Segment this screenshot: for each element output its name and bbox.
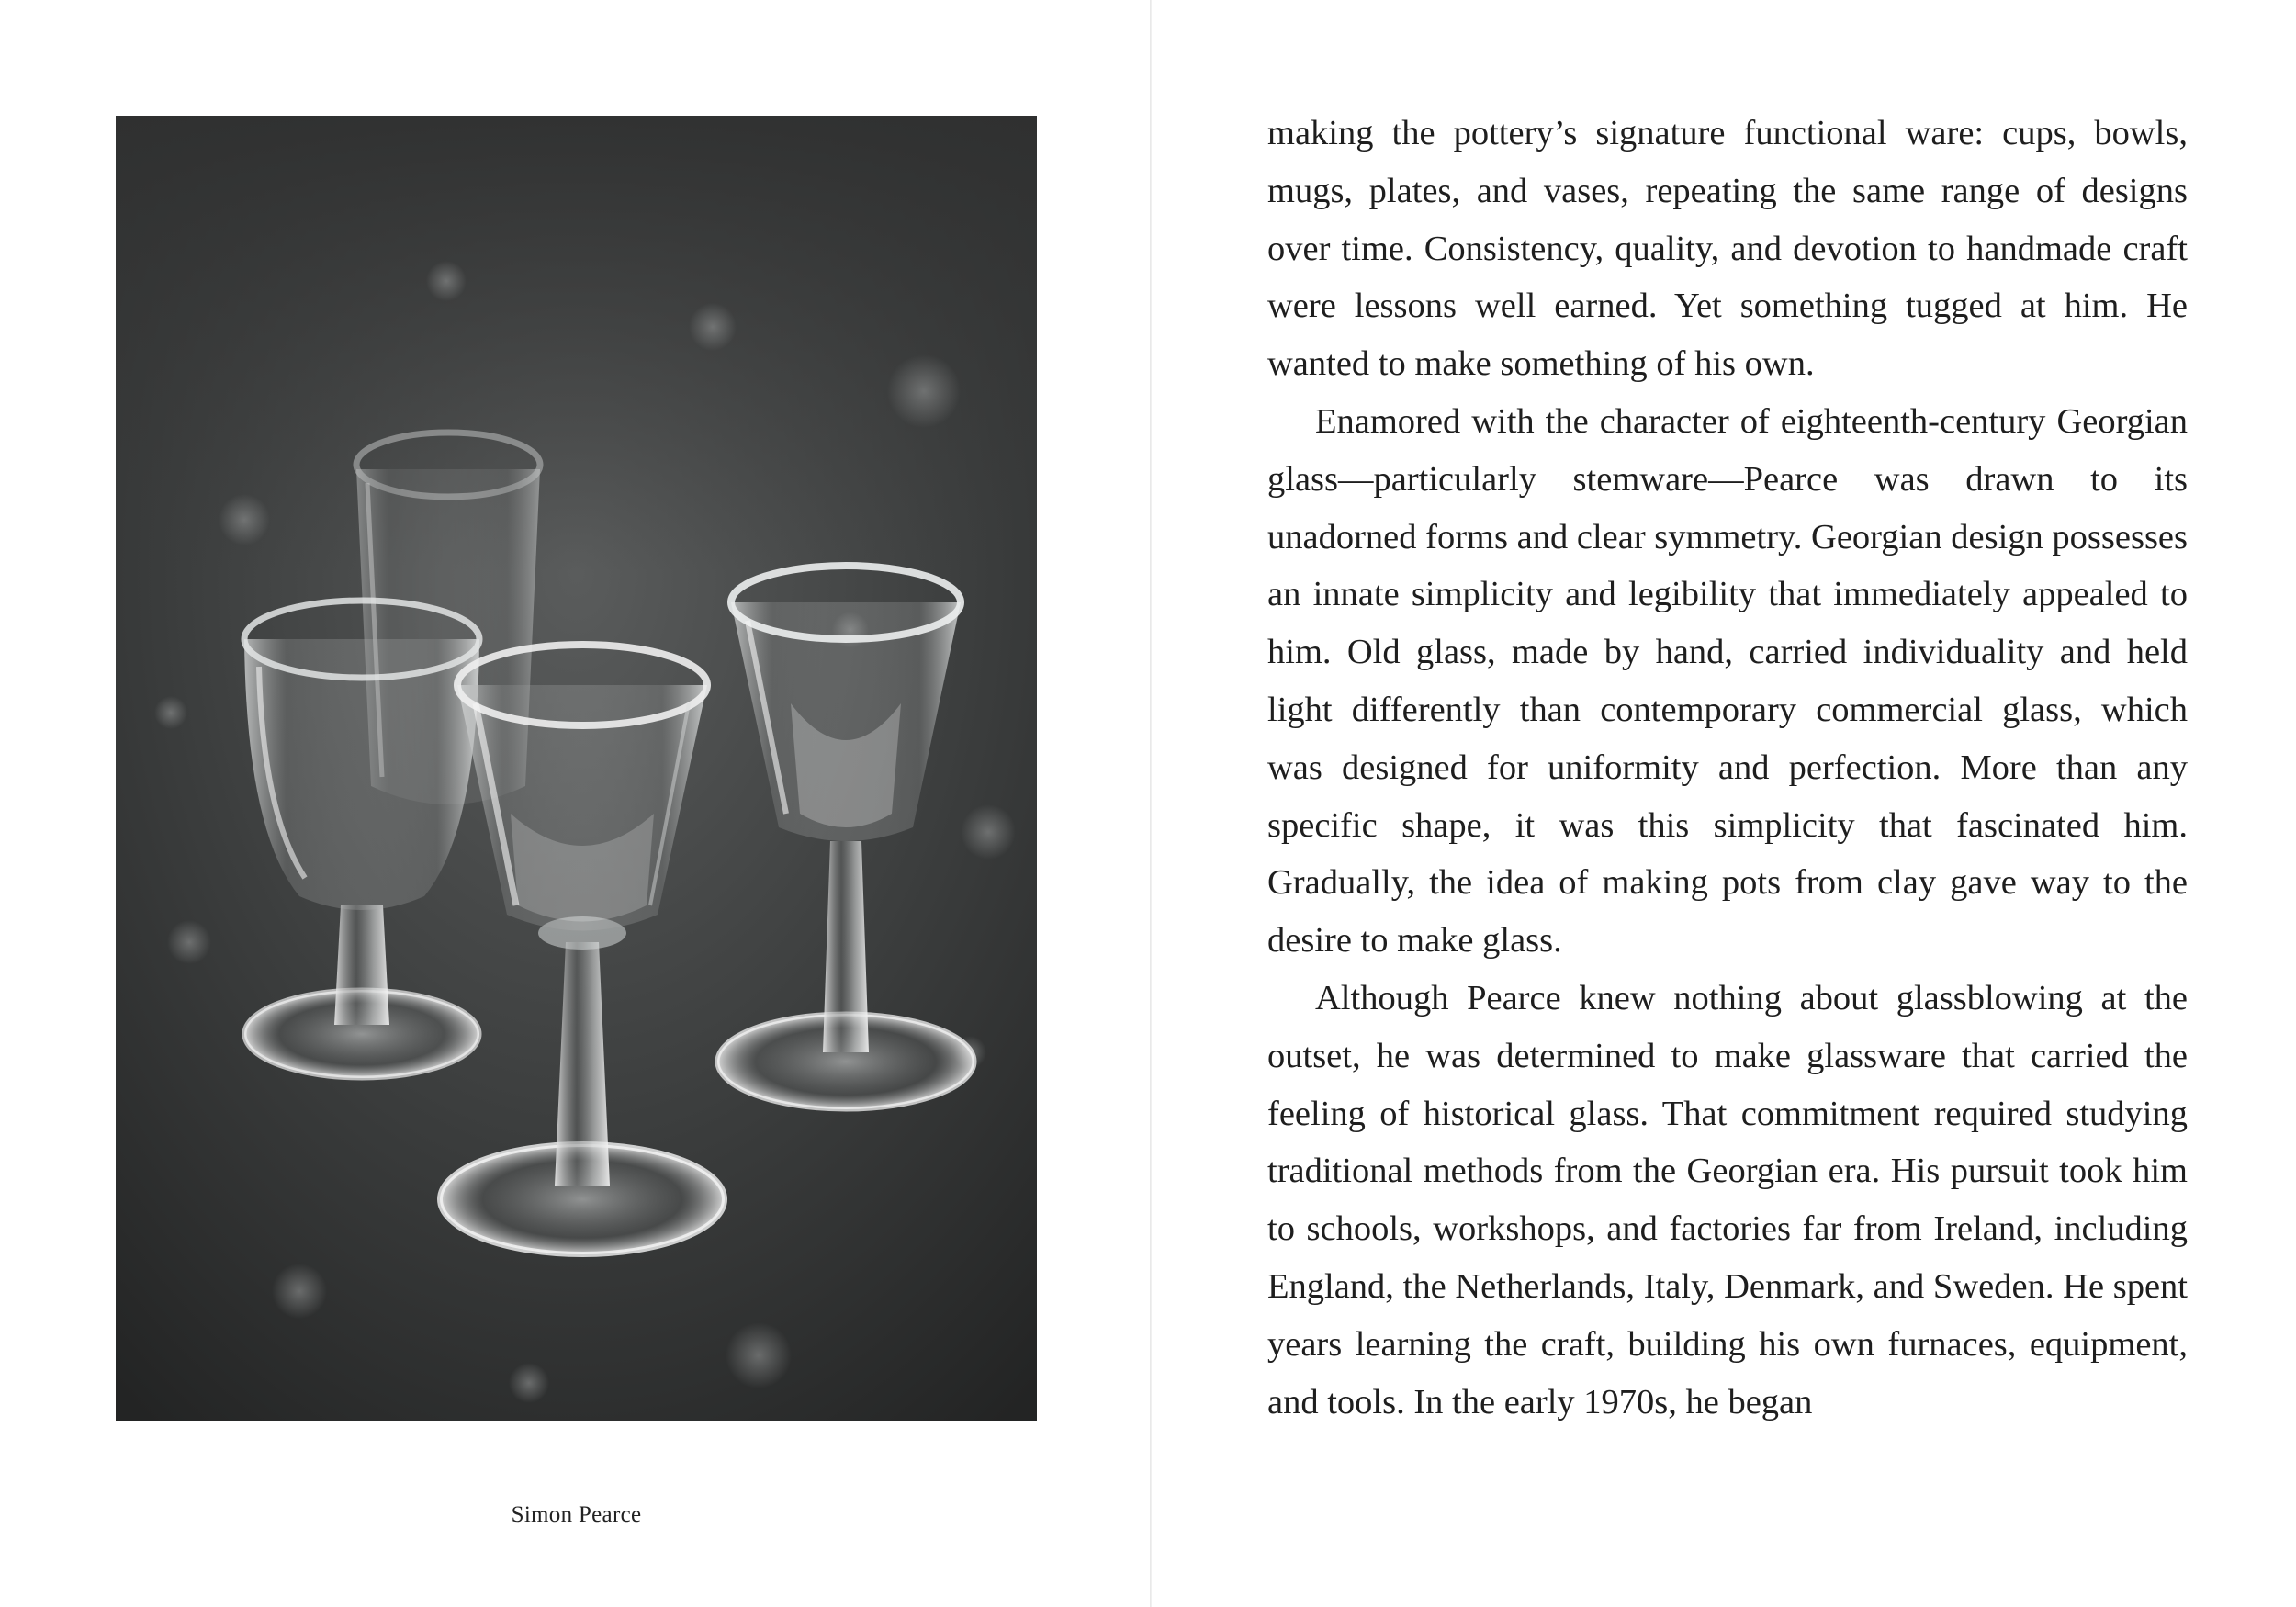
paragraph-3: Although Pearce knew nothing about glassblowing at the outset, he was determined to make glassware that carried the feeling of historical glass. That commitment required studying traditional methods from the Georgian era. His pursuit took him to schools, workshops, and factories far from Ireland, including England, the Netherlands, Italy, Denmark, and Sweden. He spent years learning the craft, building his own furnaces, equipment, and tools. In the early 1970s, he began [1267, 978, 2188, 1422]
glassware-photo [116, 116, 1037, 1421]
body-text [1267, 105, 2188, 1431]
paragraph-1: making the pottery’s signature functional ware: cups, bowls, mugs, plates, and vases, repeating the same range of designs over time. Consistency, quality, and devotion to handmade craft were lessons well earned. Yet something tugged at him. He wanted to make something of his own. [1267, 114, 2188, 384]
photo-caption: Simon Pearce [511, 1502, 642, 1527]
paragraph-2: Enamored with the character of eighteenth-century Georgian glass—particularly stemware—Pearce was drawn to its unadorned forms and clear symmetry. Georgian design possesses an innate simplicity and legibility that immediately appealed to him. Old glass, made by hand, carried individuality and held light differently than contemporary commercial glass, which was designed for uniformity and perfection. More than any specific shape, it was this simplicity that fascinated him. Gradually, the idea of making pots from clay gave way to the desire to make glass. [1267, 401, 2188, 961]
stemware-illustration [116, 116, 1037, 1421]
